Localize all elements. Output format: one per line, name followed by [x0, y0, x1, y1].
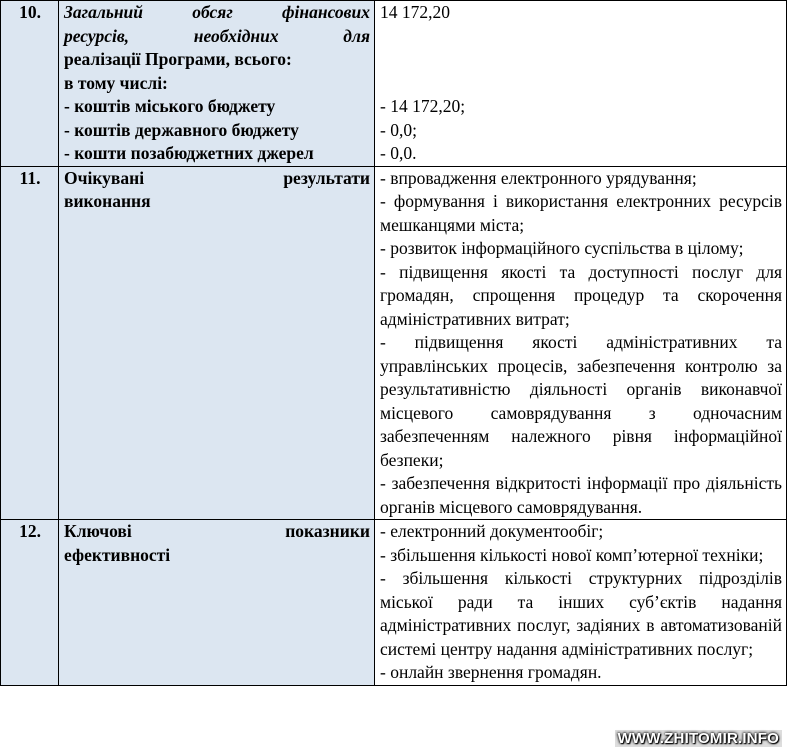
row-label [59, 520, 375, 686]
row-number: 10. [1, 1, 59, 167]
list-item: - розвиток інформаційного суспільства в цілому; [380, 238, 744, 258]
row-value [375, 1, 787, 167]
list-item: - впровадження електронного урядування; [380, 167, 697, 188]
list-item: - підвищення якості адміністративних та управлінських процесів, забезпечення контролю за результативністю діяльності органів виконавчої місцевого самоврядування з одночасним забезпеченням належного рівня інформаційної безпеки; [380, 332, 782, 470]
row-value [375, 520, 787, 686]
table-row [1, 520, 787, 686]
label-line: - коштів міського бюджету [64, 96, 276, 116]
label-line: - кошти позабюджетних джерел [64, 143, 314, 163]
row-number: 12. [1, 520, 59, 686]
row-number: 11. [1, 166, 59, 520]
list-item: - збільшення кількості структурних підрозділів міської ради та інших суб’єктів надання адміністративних послуг, задіяних в автоматизованій системі центру надання адміністративних послуг; [380, 568, 782, 659]
list-item: - онлайн звернення громадян. [380, 662, 602, 682]
list-item: - збільшення кількості нової комп’ютерної техніки; [380, 544, 764, 565]
site-watermark: WWW.ZHITOMIR.INFO [615, 730, 782, 747]
total-amount: 14 172,20 [380, 2, 450, 22]
label-line: - коштів державного бюджету [64, 119, 299, 140]
label-line: реалізації Програми, всього: [64, 49, 292, 69]
row-value [375, 166, 787, 520]
amount-state-budget: - 0,0; [380, 119, 417, 140]
table-row [1, 166, 787, 520]
list-item: - електронний документообіг; [380, 521, 604, 541]
label-line: Ключові показники [64, 521, 370, 541]
row-label [59, 1, 375, 167]
label-line: Очікувані результати [64, 167, 370, 188]
list-item: - формування і використання електронних ресурсів мешканцями міста; [380, 191, 782, 235]
amount-extra-budget: - 0,0. [380, 143, 417, 163]
label-line: виконання [64, 191, 151, 211]
list-item: - підвищення якості та доступності послуг для громадян, спрощення процедур та скорочення адміністративних витрат; [380, 261, 782, 329]
label-line: в тому числі: [64, 72, 168, 93]
table-row [1, 1, 787, 167]
label-line: ефективності [64, 544, 171, 565]
label-line: ресурсів, необхідних для [64, 25, 370, 46]
row-label [59, 166, 375, 520]
list-item: - забезпечення відкритості інформації про діяльність органів місцевого самоврядування. [380, 473, 782, 517]
label-line: Загальний обсяг фінансових [64, 2, 370, 22]
amount-city-budget: - 14 172,20; [380, 96, 466, 116]
